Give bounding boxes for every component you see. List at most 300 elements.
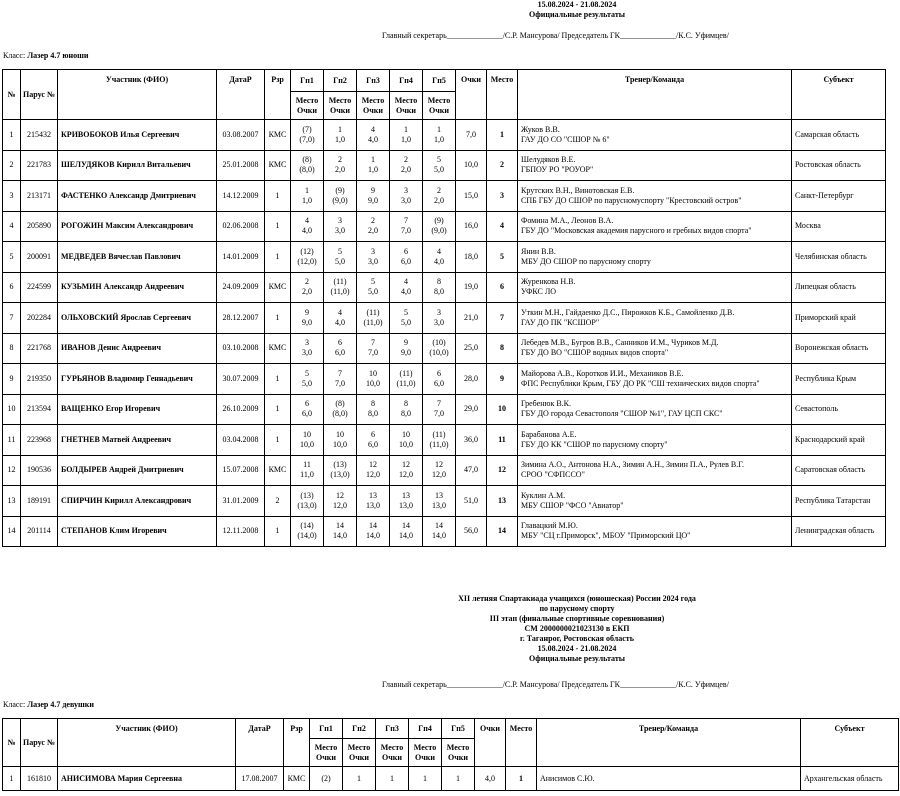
race-place: 11 bbox=[303, 460, 311, 470]
race-2-result bbox=[324, 364, 357, 395]
race-place: 12 bbox=[402, 460, 410, 470]
row-number: 13 bbox=[3, 486, 21, 517]
final-place: 12 bbox=[487, 455, 518, 486]
col-rank: Рзр bbox=[284, 719, 310, 767]
race-points: 14,0 bbox=[399, 531, 413, 541]
coach-team bbox=[518, 181, 792, 212]
sail-number: 201114 bbox=[21, 516, 58, 547]
col-race3: Гп3 bbox=[357, 70, 390, 92]
race-points: 2,0 bbox=[302, 287, 312, 297]
race-place: 12 bbox=[336, 490, 344, 500]
birth-date: 28.12.2007 bbox=[217, 303, 265, 334]
subject-region: Санкт-Петербург bbox=[792, 181, 886, 212]
race-place: 6 bbox=[338, 338, 342, 348]
coach-team bbox=[518, 150, 792, 181]
team-name: ГБУ ДО ВО "СШОР водных видов спорта" bbox=[521, 348, 669, 358]
race-points: 1,0 bbox=[335, 134, 345, 144]
coach-names: Зимина А.О., Антонова Н.А., Зимин А.Н., Зимин П.А., Рулев В.Г. bbox=[521, 460, 744, 470]
total-points: 36,0 bbox=[456, 425, 487, 456]
coach-team bbox=[518, 211, 792, 242]
birth-date: 03.08.2007 bbox=[217, 120, 265, 151]
row-number: 1 bbox=[3, 767, 21, 791]
signatures-line-2: Главный секретарь______________/С.Р. Мансурова/ Председатель ГК______________/К.С. Уфимцев/ bbox=[382, 680, 729, 689]
race-points: 4,0 bbox=[335, 317, 345, 327]
results-table-boys bbox=[2, 69, 886, 547]
race-place: 10 bbox=[336, 429, 344, 439]
race-4-result bbox=[390, 455, 423, 486]
participant-name: КРИВОБОКОВ Илья Сергеевич bbox=[58, 120, 217, 151]
sail-number: 223968 bbox=[21, 425, 58, 456]
section2-header bbox=[0, 594, 900, 664]
col-race1: Гп1 bbox=[291, 70, 324, 92]
race-2-result bbox=[324, 120, 357, 151]
race-4-result bbox=[390, 394, 423, 425]
sail-number: 190536 bbox=[21, 455, 58, 486]
race-place: 1 bbox=[437, 124, 441, 134]
race-points: 3,0 bbox=[335, 226, 345, 236]
race-3-result bbox=[357, 486, 390, 517]
race-1-result bbox=[291, 455, 324, 486]
final-place: 1 bbox=[487, 120, 518, 151]
coach-names: Гребенюк В.К. bbox=[521, 399, 572, 409]
race-2-result bbox=[324, 211, 357, 242]
race-place: (9) bbox=[434, 216, 444, 226]
race-place: 3 bbox=[338, 216, 342, 226]
race-1-result bbox=[291, 242, 324, 273]
race-sub-header: Место Очки bbox=[409, 739, 442, 767]
race-place: (11) bbox=[432, 429, 446, 439]
race-4-result bbox=[390, 425, 423, 456]
race-points: 2,0 bbox=[401, 165, 411, 175]
race-points: 6,0 bbox=[368, 439, 378, 449]
sport-rank: 1 bbox=[265, 516, 291, 547]
participant-name: ФАСТЕНКО Александр Дмитриевич bbox=[58, 181, 217, 212]
race-3-result bbox=[357, 272, 390, 303]
col-race5: Гп5 bbox=[442, 719, 475, 739]
race-3-result bbox=[357, 364, 390, 395]
race-points: 12,0 bbox=[432, 470, 446, 480]
sail-number: 215432 bbox=[21, 120, 58, 151]
race-4-result bbox=[390, 364, 423, 395]
race-place: 1 bbox=[338, 124, 342, 134]
birth-date: 03.04.2008 bbox=[217, 425, 265, 456]
race-points: (9,0) bbox=[332, 195, 348, 205]
race-3-result bbox=[357, 333, 390, 364]
race-1-result bbox=[291, 303, 324, 334]
coach-names: Журенкова Н.В. bbox=[521, 277, 576, 287]
coach-team bbox=[518, 394, 792, 425]
race-points: 7,0 bbox=[434, 409, 444, 419]
team-name: МБУ ДО СШОР по парусному спорту bbox=[521, 256, 651, 266]
race-place: 14 bbox=[336, 521, 344, 531]
race-points: 14,0 bbox=[432, 531, 446, 541]
total-points: 7,0 bbox=[456, 120, 487, 151]
coach-team bbox=[518, 516, 792, 547]
race-place: 13 bbox=[369, 490, 377, 500]
col-name: Участник (ФИО) bbox=[58, 70, 217, 120]
race-points: 10,0 bbox=[399, 439, 413, 449]
col-race2: Гп2 bbox=[343, 719, 376, 739]
race-2-result bbox=[324, 333, 357, 364]
subject-region: Ростовская область bbox=[792, 150, 886, 181]
results-body-boys bbox=[3, 120, 886, 547]
race-1-result bbox=[291, 364, 324, 395]
sail-number: 205890 bbox=[21, 211, 58, 242]
table-row bbox=[3, 150, 886, 181]
final-place: 10 bbox=[487, 394, 518, 425]
birth-date: 30.07.2009 bbox=[217, 364, 265, 395]
race-1-result bbox=[291, 120, 324, 151]
birth-date: 17.08.2007 bbox=[236, 767, 284, 791]
sport-rank: 2 bbox=[265, 486, 291, 517]
table-row bbox=[3, 425, 886, 456]
race-points: 4,0 bbox=[401, 287, 411, 297]
col-subject: Субъект bbox=[792, 70, 886, 120]
race-place: (12) bbox=[300, 246, 314, 256]
participant-name: БОЛДЫРЕВ Андрей Дмитриевич bbox=[58, 455, 217, 486]
col-race2: Гп2 bbox=[324, 70, 357, 92]
race-4-result bbox=[390, 333, 423, 364]
race-points: 12,0 bbox=[399, 470, 413, 480]
race-place: (13) bbox=[333, 460, 347, 470]
event-ekp: СМ 2000000021023130 в ЕКП bbox=[524, 624, 630, 633]
header-dates: 15.08.2024 - 21.08.2024 bbox=[537, 0, 617, 9]
coach-names: Фомина М.А., Леонов В.А. bbox=[521, 216, 614, 226]
col-dob: ДатаР bbox=[217, 70, 265, 120]
race-points: (11,0) bbox=[330, 287, 350, 297]
race-place: (9) bbox=[335, 185, 345, 195]
subject-region: Воронежская область bbox=[792, 333, 886, 364]
coach-team bbox=[518, 120, 792, 151]
final-place: 4 bbox=[487, 211, 518, 242]
race-points: 1,0 bbox=[302, 195, 312, 205]
event-stage: III этап (финальные спортивные соревнования) bbox=[489, 614, 665, 623]
race-points: 2,0 bbox=[368, 226, 378, 236]
class-label: Класс: bbox=[3, 51, 26, 60]
race-points: 9,0 bbox=[368, 195, 378, 205]
sail-number: 213171 bbox=[21, 181, 58, 212]
coach-names: Крутских В.Н., Винотовская Е.В. bbox=[521, 185, 635, 195]
col-coach: Тренер/Команда bbox=[537, 719, 801, 767]
race-1-result bbox=[291, 425, 324, 456]
race-2-result bbox=[324, 242, 357, 273]
race-place: 5 bbox=[338, 246, 342, 256]
sport-rank: 1 bbox=[265, 242, 291, 273]
race-place: 6 bbox=[404, 246, 408, 256]
race-points: 2,0 bbox=[335, 165, 345, 175]
race-place: 9 bbox=[305, 307, 309, 317]
subject-region: Республика Крым bbox=[792, 364, 886, 395]
sport-rank: КМС bbox=[265, 333, 291, 364]
birth-date: 14.01.2009 bbox=[217, 242, 265, 273]
race-place: 4 bbox=[404, 277, 408, 287]
birth-date: 15.07.2008 bbox=[217, 455, 265, 486]
team-name: ГБПОУ РО "РОУОР" bbox=[521, 165, 594, 175]
race-5-result bbox=[423, 303, 456, 334]
race-place: 9 bbox=[371, 185, 375, 195]
row-number: 5 bbox=[3, 242, 21, 273]
race-points: (11,0) bbox=[429, 439, 449, 449]
col-race4: Гп4 bbox=[390, 70, 423, 92]
race-3-result bbox=[357, 425, 390, 456]
race-points: 5,0 bbox=[401, 317, 411, 327]
race-sub-header: Место Очки bbox=[357, 92, 390, 120]
team-name: ФПС Республики Крым, ГБУ ДО РК "СШ технических видов спорта" bbox=[521, 378, 760, 388]
total-points: 56,0 bbox=[456, 516, 487, 547]
race-points: 4,0 bbox=[302, 226, 312, 236]
race-3-result bbox=[357, 455, 390, 486]
team-name: ГАУ ДО СО "СШОР № 6" bbox=[521, 134, 610, 144]
race-place: 3 bbox=[404, 185, 408, 195]
race-place: (11) bbox=[366, 307, 380, 317]
total-points: 10,0 bbox=[456, 150, 487, 181]
sport-rank: 1 bbox=[265, 425, 291, 456]
race-place: 2 bbox=[371, 216, 375, 226]
race-points: (10,0) bbox=[429, 348, 449, 358]
race-place: (7) bbox=[302, 124, 312, 134]
sail-number: 219350 bbox=[21, 364, 58, 395]
race-place: (11) bbox=[399, 368, 413, 378]
race-2-result: 1 bbox=[343, 767, 376, 791]
race-points: 5,0 bbox=[434, 165, 444, 175]
race-1-result bbox=[291, 333, 324, 364]
race-4-result bbox=[390, 211, 423, 242]
race-2-result bbox=[324, 394, 357, 425]
race-points: 9,0 bbox=[401, 348, 411, 358]
row-number: 12 bbox=[3, 455, 21, 486]
coach-team bbox=[518, 364, 792, 395]
row-number: 2 bbox=[3, 150, 21, 181]
race-place: (13) bbox=[300, 490, 314, 500]
subject-region: Севастополь bbox=[792, 394, 886, 425]
race-place: 5 bbox=[437, 155, 441, 165]
participant-name: РОГОЖИН Максим Александрович bbox=[58, 211, 217, 242]
race-place: 5 bbox=[404, 307, 408, 317]
sport-rank: 1 bbox=[265, 181, 291, 212]
total-points: 47,0 bbox=[456, 455, 487, 486]
table-row bbox=[3, 486, 886, 517]
race-place: (8) bbox=[302, 155, 312, 165]
birth-date: 02.06.2008 bbox=[217, 211, 265, 242]
race-place: (8) bbox=[335, 399, 345, 409]
race-points: 3,0 bbox=[368, 256, 378, 266]
total-points: 4,0 bbox=[475, 767, 506, 791]
birth-date: 25.01.2008 bbox=[217, 150, 265, 181]
race-1-result bbox=[291, 394, 324, 425]
coach-names: Шелудяков В.Е. bbox=[521, 155, 576, 165]
team-name: ГБУ ДО КК "СШОР по парусному спорту" bbox=[521, 439, 668, 449]
final-place: 14 bbox=[487, 516, 518, 547]
final-place: 2 bbox=[487, 150, 518, 181]
race-place: 13 bbox=[435, 490, 443, 500]
race-1-result bbox=[291, 181, 324, 212]
race-5-result bbox=[423, 333, 456, 364]
race-place: 7 bbox=[437, 399, 441, 409]
race-5-result bbox=[423, 425, 456, 456]
race-5-result bbox=[423, 272, 456, 303]
coach-team bbox=[518, 303, 792, 334]
subject-region: Приморский край bbox=[792, 303, 886, 334]
race-points: 6,0 bbox=[302, 409, 312, 419]
race-place: 12 bbox=[435, 460, 443, 470]
table-row bbox=[3, 181, 886, 212]
race-place: 2 bbox=[437, 185, 441, 195]
subject-region: Саратовская область bbox=[792, 455, 886, 486]
race-5-result bbox=[423, 364, 456, 395]
race-place: 1 bbox=[305, 185, 309, 195]
event-dates: 15.08.2024 - 21.08.2024 bbox=[537, 644, 617, 653]
table-row bbox=[3, 333, 886, 364]
race-points: 7,0 bbox=[368, 348, 378, 358]
header-official-results: Официальные результаты bbox=[528, 10, 626, 19]
race-place: 8 bbox=[437, 277, 441, 287]
race-1-result: (2) bbox=[310, 767, 343, 791]
sail-number: 213594 bbox=[21, 394, 58, 425]
team-name: МБУ "СЦ г.Приморск", МБОУ "Приморский ЦО" bbox=[521, 531, 691, 541]
race-points: 3,0 bbox=[434, 317, 444, 327]
race-points: (13,0) bbox=[330, 470, 350, 480]
race-place: 7 bbox=[338, 368, 342, 378]
race-points: 3,0 bbox=[302, 348, 312, 358]
race-points: 4,0 bbox=[368, 134, 378, 144]
row-number: 4 bbox=[3, 211, 21, 242]
total-points: 29,0 bbox=[456, 394, 487, 425]
race-place: 4 bbox=[437, 246, 441, 256]
race-place: 7 bbox=[371, 338, 375, 348]
coach-team bbox=[518, 486, 792, 517]
race-points: 2,0 bbox=[434, 195, 444, 205]
race-points: 7,0 bbox=[401, 226, 411, 236]
sport-rank: КМС bbox=[265, 272, 291, 303]
race-1-result bbox=[291, 150, 324, 181]
coach-team bbox=[518, 333, 792, 364]
participant-name: ГУРЬЯНОВ Владимир Геннадьевич bbox=[58, 364, 217, 395]
race-1-result bbox=[291, 211, 324, 242]
row-number: 1 bbox=[3, 120, 21, 151]
total-points: 15,0 bbox=[456, 181, 487, 212]
subject-region: Ленинградская область bbox=[792, 516, 886, 547]
race-place: 10 bbox=[369, 368, 377, 378]
race-place: 3 bbox=[371, 246, 375, 256]
race-4-result bbox=[390, 272, 423, 303]
col-points: Очки bbox=[475, 719, 506, 767]
race-5-result bbox=[423, 181, 456, 212]
race-5-result bbox=[423, 486, 456, 517]
race-place: 3 bbox=[437, 307, 441, 317]
race-points: 10,0 bbox=[300, 439, 314, 449]
race-2-result bbox=[324, 455, 357, 486]
birth-date: 31.01.2009 bbox=[217, 486, 265, 517]
race-points: (9,0) bbox=[431, 226, 447, 236]
col-place: Место bbox=[487, 70, 518, 120]
sport-rank: КМС bbox=[284, 767, 310, 791]
participant-name: ВАЩЕНКО Егор Игоревич bbox=[58, 394, 217, 425]
race-points: (14,0) bbox=[297, 531, 317, 541]
sport-rank: 1 bbox=[265, 211, 291, 242]
race-3-result bbox=[357, 242, 390, 273]
race-points: 7,0 bbox=[335, 378, 345, 388]
race-points: 14,0 bbox=[366, 531, 380, 541]
row-number: 9 bbox=[3, 364, 21, 395]
race-points: 13,0 bbox=[366, 500, 380, 510]
race-place: 5 bbox=[305, 368, 309, 378]
race-place: 4 bbox=[371, 124, 375, 134]
race-points: 10,0 bbox=[333, 439, 347, 449]
table-row bbox=[3, 364, 886, 395]
race-points: 5,0 bbox=[302, 378, 312, 388]
row-number: 3 bbox=[3, 181, 21, 212]
team-name: ГБУ ДО "Московская академия парусного и гребных видов спорта" bbox=[521, 226, 752, 236]
race-points: 12,0 bbox=[333, 500, 347, 510]
race-2-result bbox=[324, 516, 357, 547]
event-official-results: Официальные результаты bbox=[528, 654, 626, 663]
race-place: 2 bbox=[404, 155, 408, 165]
race-4-result bbox=[390, 242, 423, 273]
final-place: 11 bbox=[487, 425, 518, 456]
race-place: (11) bbox=[333, 277, 347, 287]
race-points: 8,0 bbox=[434, 287, 444, 297]
race-4-result bbox=[390, 303, 423, 334]
race-place: 1 bbox=[371, 155, 375, 165]
subject-region: Самарская область bbox=[792, 120, 886, 151]
table-row bbox=[3, 303, 886, 334]
coach-names: Янин В.В. bbox=[521, 246, 556, 256]
subject-region: Архангельская область bbox=[801, 767, 899, 791]
race-5-result bbox=[423, 242, 456, 273]
coach-names: Жуков В.В. bbox=[521, 124, 560, 134]
race-sub-header: Место Очки bbox=[442, 739, 475, 767]
race-5-result bbox=[423, 150, 456, 181]
race-place: 7 bbox=[404, 216, 408, 226]
final-place: 1 bbox=[506, 767, 537, 791]
race-points: 13,0 bbox=[399, 500, 413, 510]
race-place: 8 bbox=[404, 399, 408, 409]
class-line bbox=[3, 51, 88, 60]
race-points: 13,0 bbox=[432, 500, 446, 510]
race-2-result bbox=[324, 150, 357, 181]
coach-names: Майорова А.В., Коротков И.И., Механиков В.Е. bbox=[521, 368, 684, 378]
race-3-result: 1 bbox=[376, 767, 409, 791]
total-points: 28,0 bbox=[456, 364, 487, 395]
team-name: ГАУ ДО ПК "КСШОР" bbox=[521, 317, 600, 327]
col-sail: Парус № bbox=[21, 70, 58, 120]
col-dob: ДатаР bbox=[236, 719, 284, 767]
coach-team bbox=[518, 272, 792, 303]
race-place: 8 bbox=[371, 399, 375, 409]
race-points: 8,0 bbox=[368, 409, 378, 419]
participant-name: ИВАНОВ Денис Андреевич bbox=[58, 333, 217, 364]
race-points: 6,0 bbox=[335, 348, 345, 358]
col-place: Место bbox=[506, 719, 537, 767]
col-race1: Гп1 bbox=[310, 719, 343, 739]
race-3-result bbox=[357, 150, 390, 181]
total-points: 51,0 bbox=[456, 486, 487, 517]
row-number: 10 bbox=[3, 394, 21, 425]
coach-team: Анисимов С.Ю. bbox=[537, 767, 801, 791]
team-name: УФКС ЛО bbox=[521, 287, 557, 297]
race-points: (13,0) bbox=[297, 500, 317, 510]
race-place: 6 bbox=[305, 399, 309, 409]
final-place: 9 bbox=[487, 364, 518, 395]
race-points: 3,0 bbox=[401, 195, 411, 205]
race-place: (10) bbox=[432, 338, 446, 348]
race-sub-header: Место Очки bbox=[376, 739, 409, 767]
final-place: 7 bbox=[487, 303, 518, 334]
birth-date: 12.11.2008 bbox=[217, 516, 265, 547]
race-3-result bbox=[357, 516, 390, 547]
row-number: 8 bbox=[3, 333, 21, 364]
race-points: 6,0 bbox=[434, 378, 444, 388]
